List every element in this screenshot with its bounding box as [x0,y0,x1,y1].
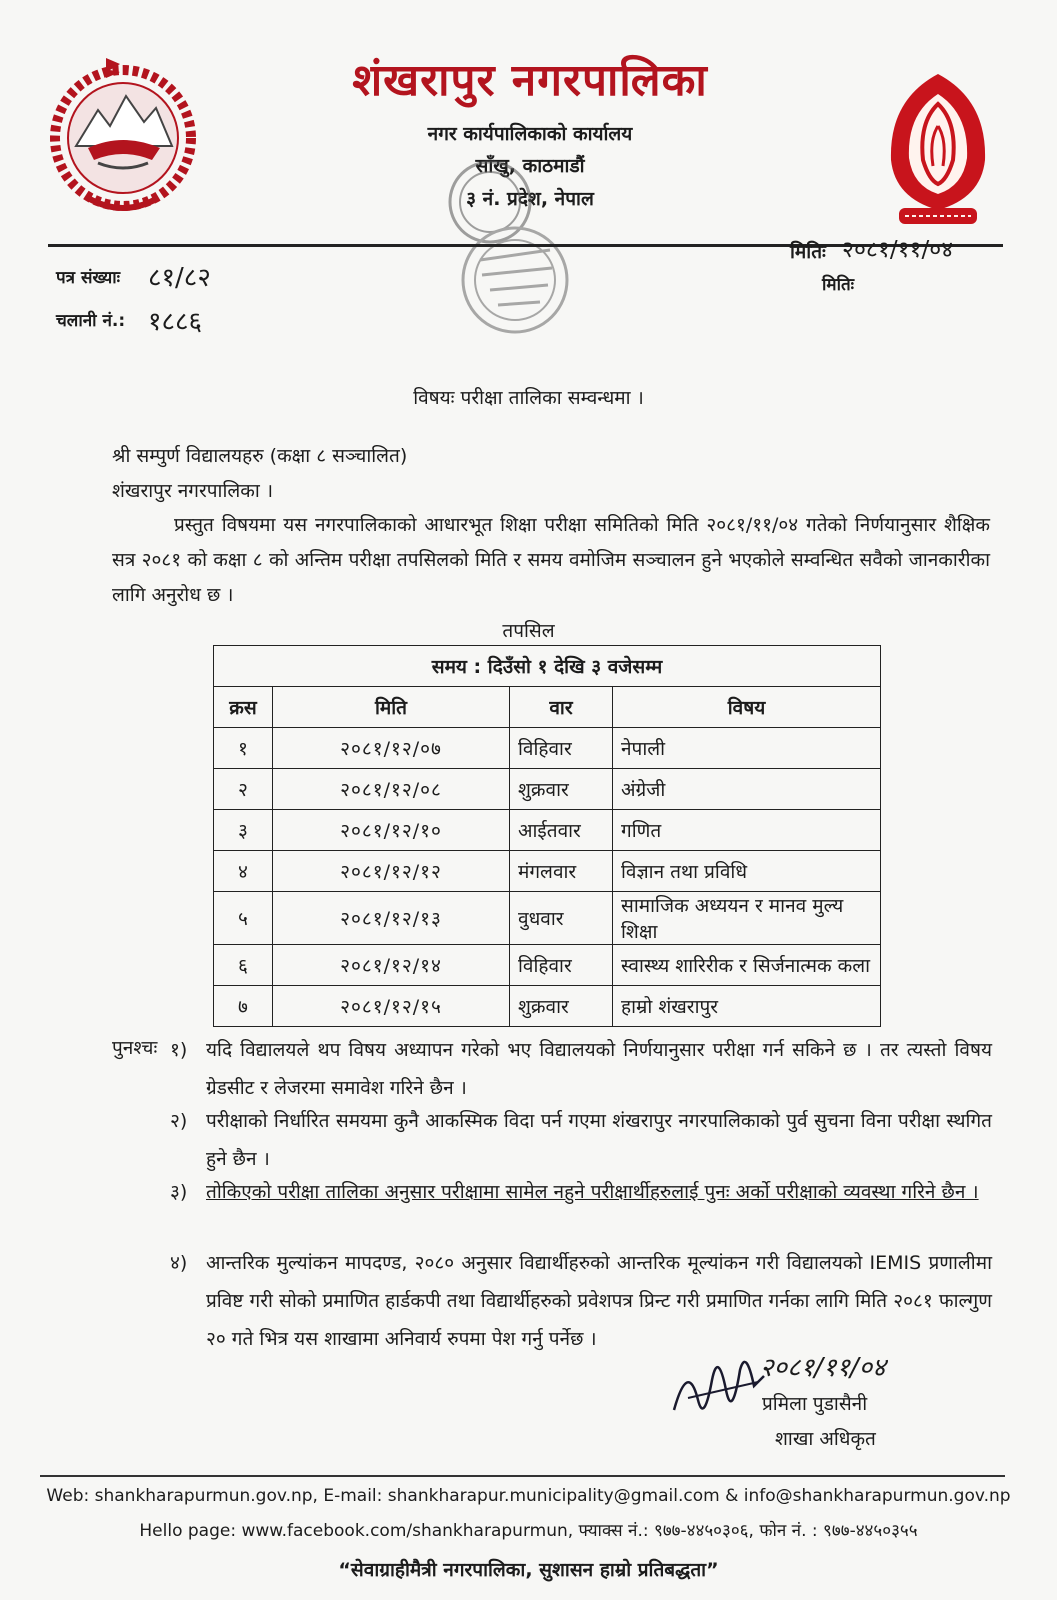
letter-subject: विषयः परीक्षा तालिका सम्वन्धमा । [413,387,644,409]
date-label-secondary: मितिः [822,275,855,295]
schedule-time-row [214,646,881,687]
table-row [214,851,881,892]
note-number: २) [170,1110,188,1132]
conch-shell-logo-icon [883,70,993,230]
note-item [170,1031,992,1107]
cell-date: २०८१/१२/१३ [273,892,510,945]
signatory-name: प्रमिला पुडासैनी [762,1393,868,1415]
table-row [214,892,881,945]
cell-subject: स्वास्थ्य शारिरीक र सिर्जनात्मक कला [613,945,881,986]
cell-subject: गणित [613,810,881,851]
office-name: नगर कार्यपालिकाको कार्यालय [427,123,633,145]
addressee-line-1: श्री सम्पुर्ण विद्यालयहरु (कक्षा ८ सञ्चालित) [112,445,408,467]
cell-date: २०८१/१२/०७ [273,728,510,769]
reference-label: पत्र संख्याः [56,268,121,288]
header-serial: क्रस [214,687,273,728]
address-line-2: ३ नं. प्रदेश, नेपाल [466,188,594,210]
schedule-time: समय : दिउँसो १ देखि ३ वजेसम्म [214,646,881,687]
table-row [214,986,881,1027]
table-row [214,728,881,769]
cell-day: शुक्रवार [510,986,613,1027]
schedule-heading: तपसिल [502,620,555,642]
dispatch-number: १८८६ [148,307,203,337]
note-number: ३) [170,1181,188,1203]
signature-date: २०८१/११/०४ [760,1353,886,1383]
cell-serial: ६ [214,945,273,986]
cell-serial: ४ [214,851,273,892]
cell-date: २०८१/१२/१० [273,810,510,851]
cell-serial: ७ [214,986,273,1027]
footer-web-contact: Web: shankharapurmun.gov.np, E-mail: shankharapur.municipality@gmail.com & info@shankharapurmun.gov.np [46,1486,1011,1506]
addressee-line-2: शंखरापुर नगरपालिका । [112,480,274,502]
table-row [214,769,881,810]
notes-label: पुनश्चः [112,1037,158,1059]
note-number: १) [170,1039,188,1061]
note-item [170,1173,992,1211]
footer-divider [40,1475,1005,1477]
note-text: आन्तरिक मुल्यांकन मापदण्ड, २०८० अनुसार विद्यार्थीहरुको आन्तरिक मूल्यांकन गरी विद्यालयको IEMIS प्रणालीमा प्रविष्ट गरी सोको प्रमाणित हार्डकपी तथा विद्यार्थीहरुको प्रवेशपत्र प्रिन्ट गरी प्रमाणित गर्नका लागि मिति २०८१ फाल्गुण २० गते भित्र यस शाखामा अनिवार्य रुपमा पेश गर्नु पर्नेछ । [206,1252,992,1350]
cell-subject: विज्ञान तथा प्रविधि [613,851,881,892]
date-label: मितिः [790,241,826,263]
note-text: तोकिएको परीक्षा तालिका अनुसार परीक्षामा सामेल नहुने परीक्षार्थीहरुलाई पुनः अर्को परीक्षाको व्यवस्था गरिने छैन । [206,1181,979,1203]
date-value: २०८१/११/०४ [842,237,954,263]
cell-date: २०८१/१२/१५ [273,986,510,1027]
cell-serial: १ [214,728,273,769]
cell-serial: ३ [214,810,273,851]
reference-number: ८१/८२ [148,263,211,293]
letter-body: प्रस्तुत विषयमा यस नगरपालिकाको आधारभूत शिक्षा परीक्षा समितिको मिति २०८१/११/०४ गतेको निर्णयानुसार शैक्षिक सत्र २०८१ को कक्षा ८ को अन्तिम परीक्षा तपसिलको मिति र समय वमोजिम सञ्चालन हुने भएकोले सम्वन्धित सवैको जानकारीका लागि अनुरोध छ । [112,514,990,606]
signatory-title: शाखा अधिकृत [775,1428,876,1450]
header-date: मिति [273,687,510,728]
dispatch-label: चलानी नं.: [56,311,126,331]
cell-date: २०८१/१२/१२ [273,851,510,892]
header-day: वार [510,687,613,728]
note-item [170,1102,992,1178]
note-text: परीक्षाको निर्धारित समयमा कुनै आकस्मिक विदा पर्न गएमा शंखरापुर नगरपालिकाको पुर्व सुचना विना परीक्षा स्थगित हुने छैन । [206,1110,992,1170]
cell-serial: ५ [214,892,273,945]
cell-date: २०८१/१२/१४ [273,945,510,986]
note-text: यदि विद्यालयले थप विषय अध्यापन गरेको भए विद्यालयको निर्णयानुसार परीक्षा गर्न सकिने छ । तर त्यस्तो विषय ग्रेडसीट र लेजरमा समावेश गरिने छैन । [206,1039,992,1099]
cell-day: शुक्रवार [510,769,613,810]
footer-slogan: “सेवाग्राहीमैत्री नगरपालिका, सुशासन हाम्रो प्रतिबद्धता” [338,1559,719,1581]
cell-day: आईतवार [510,810,613,851]
cell-day: वुधवार [510,892,613,945]
address-line-1: साँखु, काठमाडौं [475,155,585,177]
cell-day: विहिवार [510,945,613,986]
nepal-government-emblem-icon [48,48,198,228]
cell-serial: २ [214,769,273,810]
cell-subject: हाम्रो शंखरापुर [613,986,881,1027]
cell-day: विहिवार [510,728,613,769]
organization-name: शंखरापुर नगरपालिका [352,55,708,106]
cell-date: २०८१/१२/०८ [273,769,510,810]
cell-subject: नेपाली [613,728,881,769]
header-subject: विषय [613,687,881,728]
cell-subject: सामाजिक अध्ययन र मानव मुल्य शिक्षा [613,892,881,945]
note-number: ४) [170,1252,188,1274]
table-row [214,810,881,851]
exam-schedule-table [213,645,881,1027]
table-row [214,945,881,986]
note-item [170,1244,992,1358]
cell-day: मंगलवार [510,851,613,892]
table-header-row [214,687,881,728]
footer-phone-contact: Hello page: www.facebook.com/shankharapurmun, फ्याक्स नं.: ९७७-४४५०३०६, फोन नं. : ९७७-४४५०३५५ [139,1521,918,1541]
cell-subject: अंग्रेजी [613,769,881,810]
